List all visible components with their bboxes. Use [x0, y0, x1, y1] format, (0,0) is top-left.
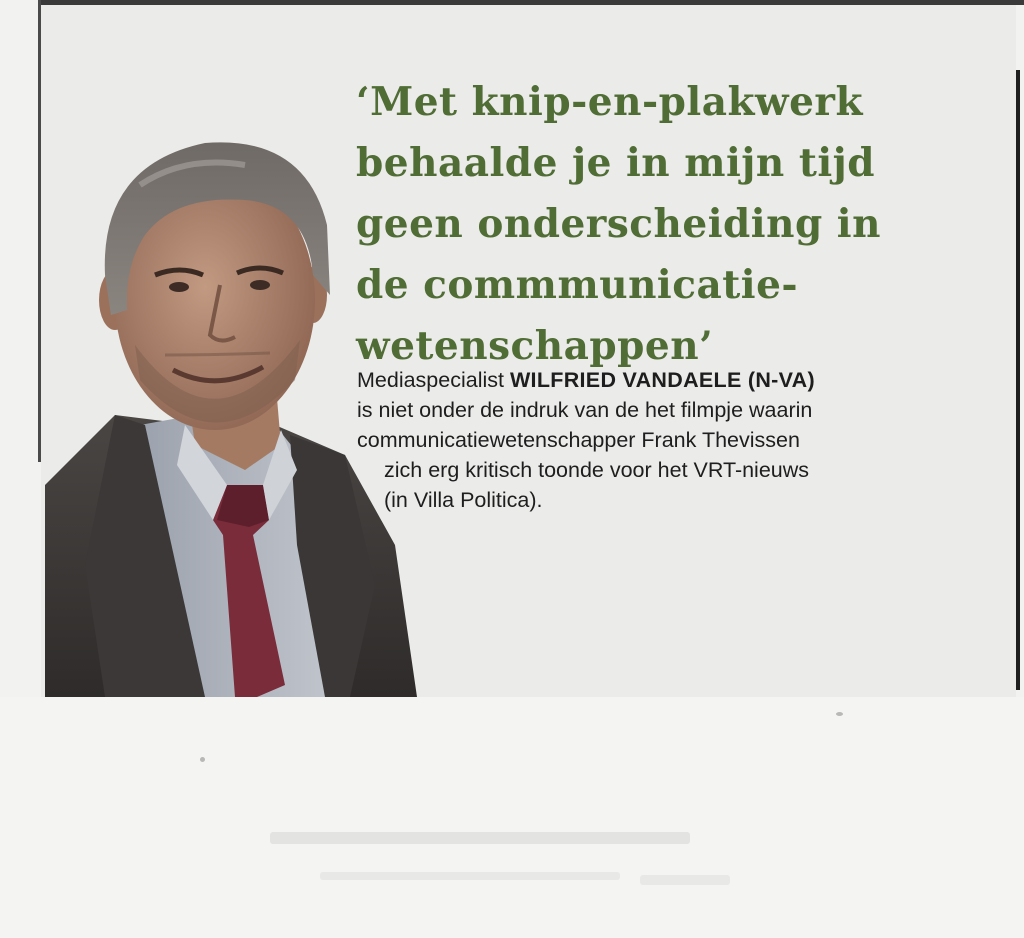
- caption-lead: Mediaspecialist: [357, 368, 510, 392]
- caption-person-name: WILFRIED VANDAELE (N-VA): [509, 368, 815, 392]
- right-frame-line: [1016, 70, 1020, 690]
- pull-quote: [356, 72, 996, 377]
- caption-line: communicatiewetenschapper Frank Thevissen: [357, 428, 800, 452]
- caption-line: (in Villa Politica).: [384, 488, 543, 512]
- scan-smudge: [320, 872, 620, 880]
- blank-paper-area: [0, 697, 1024, 938]
- caption-line: zich erg kritisch toonde voor het VRT-nieuws: [384, 458, 810, 482]
- scan-smudge: [270, 832, 690, 844]
- caption-line: is niet onder de indruk van de het filmpje waarin: [357, 398, 813, 422]
- quote-line: de commmunicatie-: [356, 262, 799, 308]
- scan-speck: [836, 712, 843, 716]
- quote-line: ‘Met knip-en-plakwerk: [356, 79, 863, 125]
- quote-line: behaalde je in mijn tijd: [356, 140, 876, 186]
- scan-smudge: [640, 875, 730, 885]
- caption-line: [357, 365, 1007, 395]
- photo-caption: [357, 365, 1007, 515]
- quote-line: geen onderscheiding in: [356, 201, 881, 247]
- scan-speck: [200, 757, 205, 762]
- quote-line: wetenschappen’: [356, 323, 714, 369]
